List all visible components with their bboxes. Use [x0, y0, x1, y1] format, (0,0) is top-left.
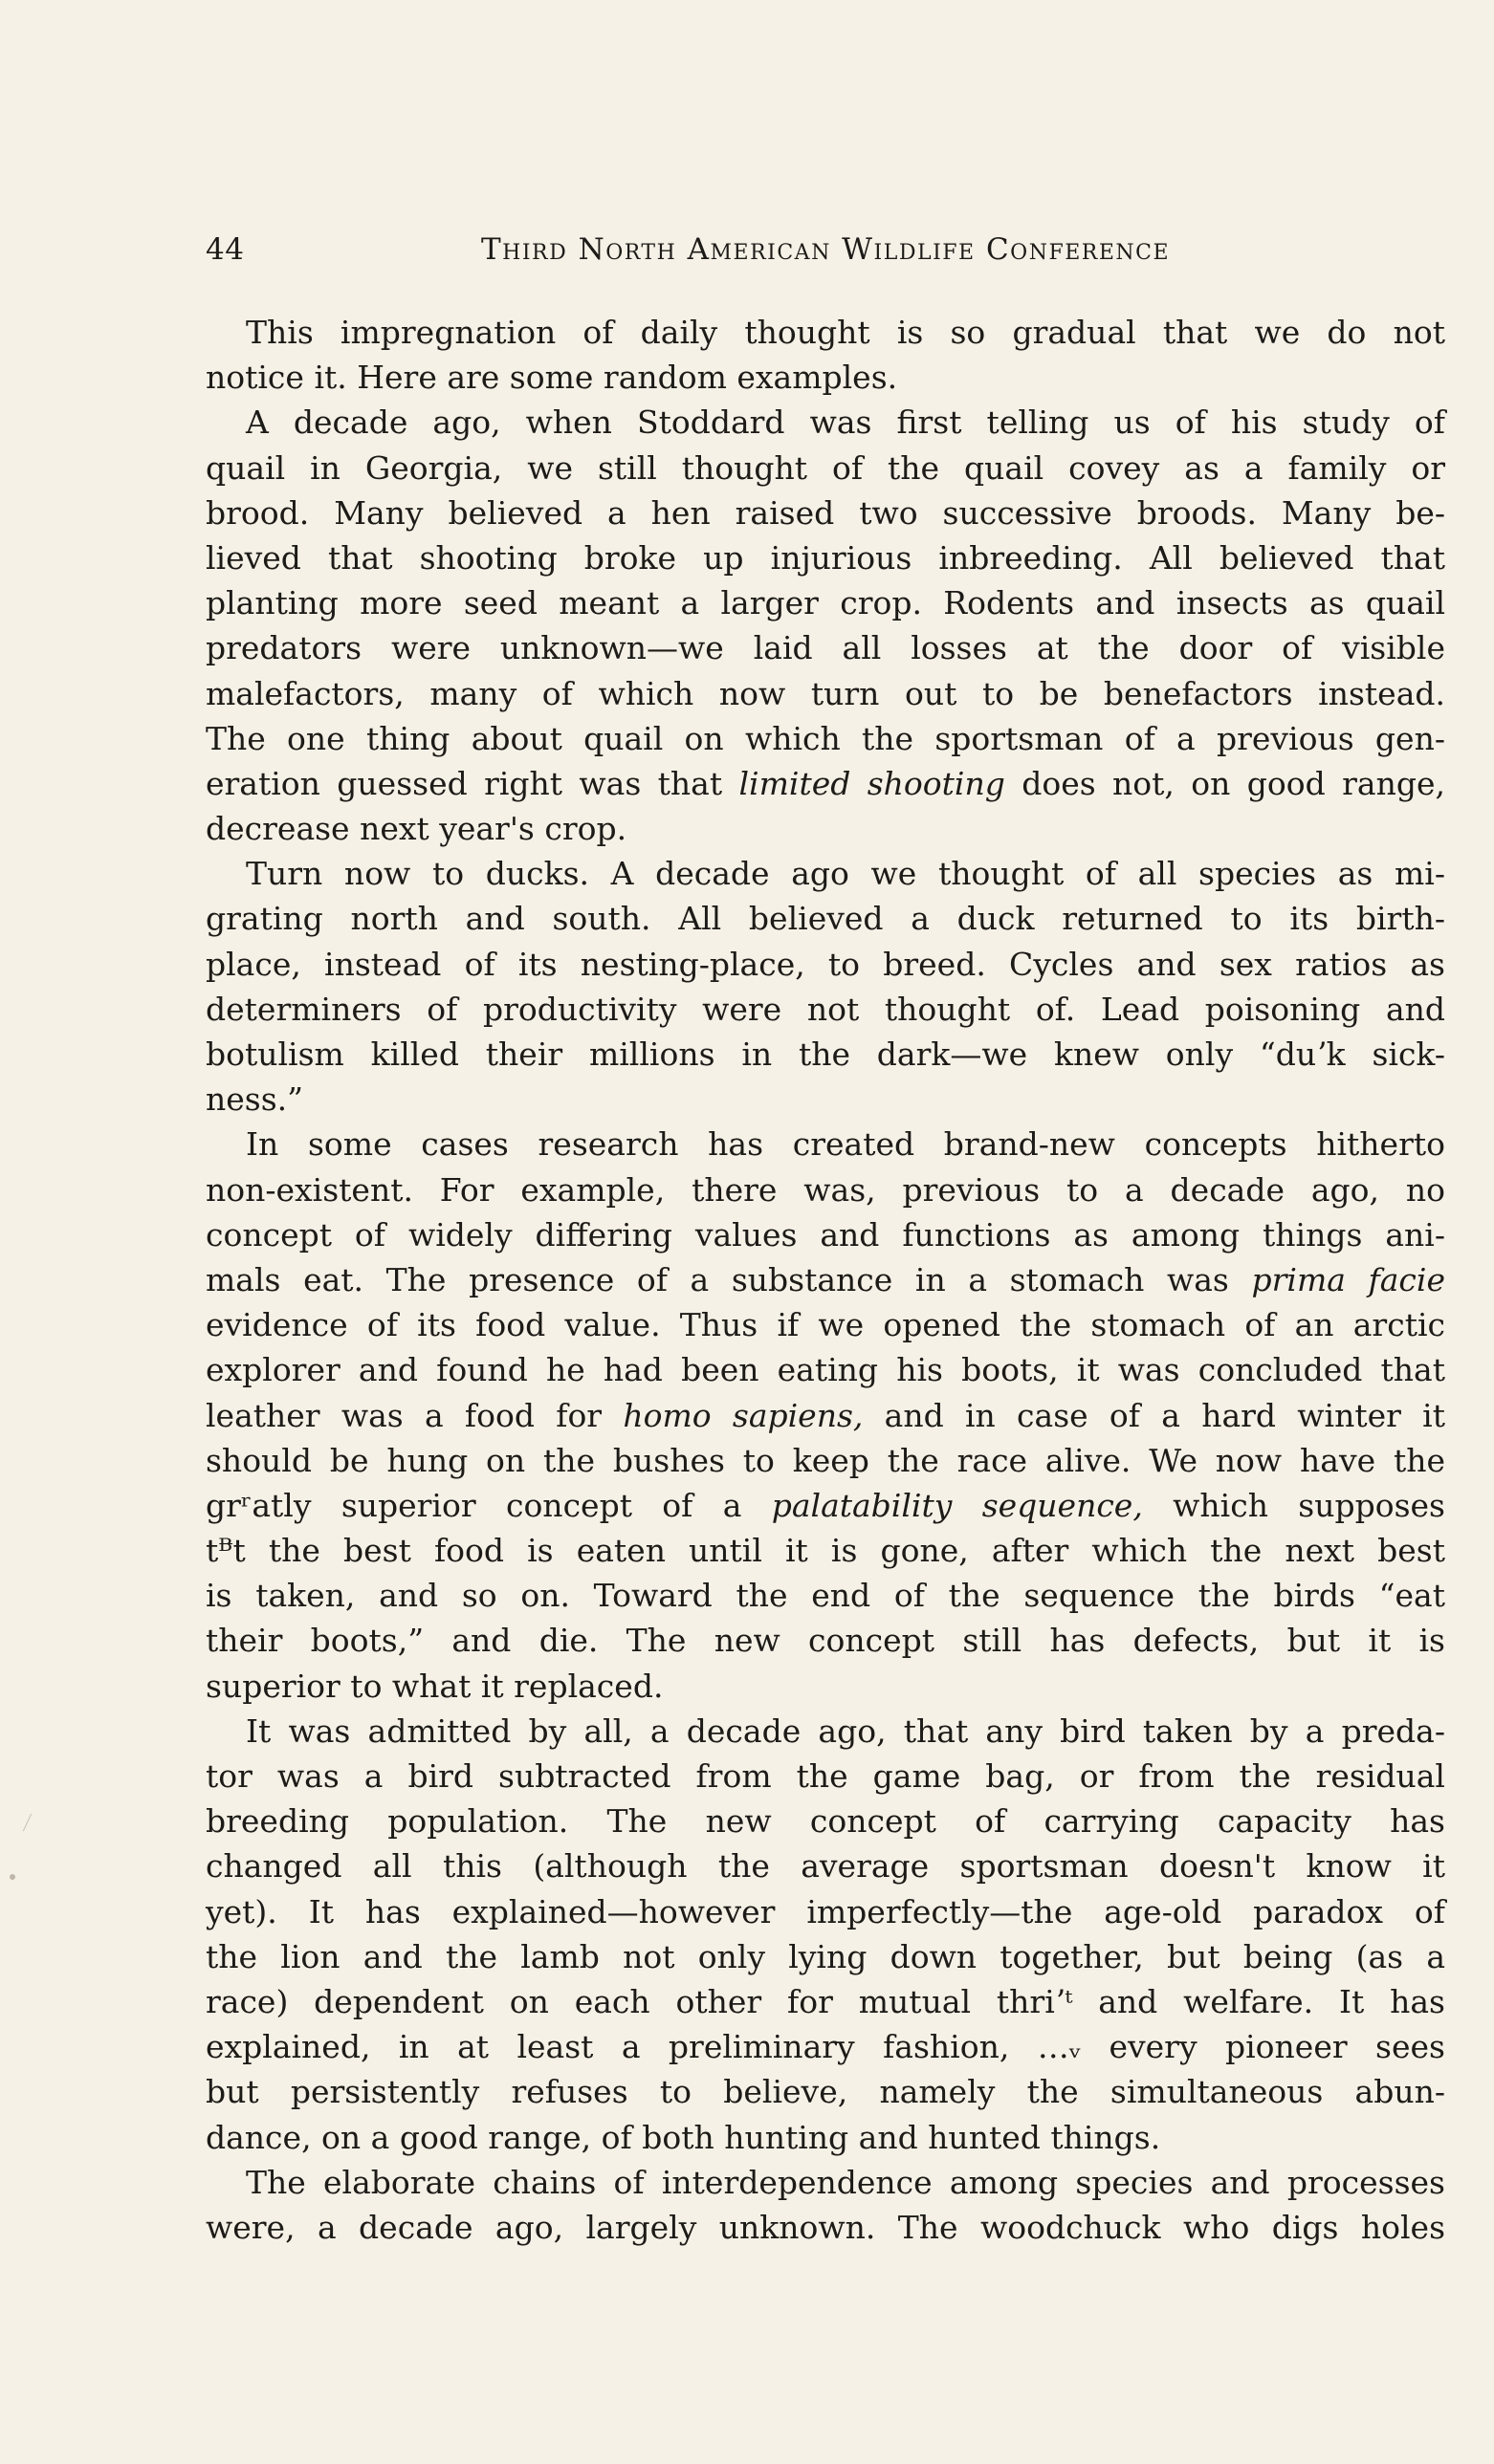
- running-head: [206, 226, 1263, 273]
- text-line: explained, in at least a preliminary fashion, …ᵥ every pioneer sees: [206, 2028, 1445, 2066]
- text-line: notice it. Here are some random examples.: [206, 359, 898, 397]
- text-line: evidence of its food value. Thus if we opened the stomach of an arctic: [206, 1306, 1445, 1344]
- text-line: It was admitted by all, a decade ago, that any bird taken by a preda-: [246, 1712, 1445, 1750]
- text-line: lieved that shooting broke up injurious inbreeding. All believed that: [206, 538, 1445, 577]
- text-line: should be hung on the bushes to keep the race alive. We now have the: [206, 1441, 1445, 1479]
- margin-mark: [23, 1814, 32, 1832]
- text-line: place, instead of its nesting-place, to breed. Cycles and sex ratios as: [206, 945, 1445, 983]
- text-line: yet). It has explained—however imperfectly—the age-old paradox of: [206, 1892, 1445, 1930]
- text-line: leather was a food for homo sapiens, and in case of a hard winter it: [206, 1396, 1445, 1434]
- text-line: superior to what it replaced.: [206, 1667, 664, 1705]
- text-line: were, a decade ago, largely unknown. The woodchuck who digs holes: [206, 2208, 1445, 2246]
- text-line: tᴯt the best food is eaten until it is gone, after which the next best: [206, 1532, 1445, 1570]
- text-line: tor was a bird subtracted from the game bag, or from the residual: [206, 1757, 1445, 1795]
- text-line: ness.”: [206, 1080, 304, 1119]
- text-line: The one thing about quail on which the sportsman of a previous gen-: [206, 719, 1445, 757]
- text-line: determiners of productivity were not thought of. Lead poisoning and: [206, 990, 1445, 1028]
- text-line: race) dependent on each other for mutual thriʼᵗ and welfare. It has: [206, 1982, 1445, 2020]
- text-line: This impregnation of daily thought is so gradual that we do not: [246, 314, 1445, 351]
- text-line: planting more seed meant a larger crop. Rodents and insects as quail: [206, 584, 1445, 622]
- text-line: The elaborate chains of interdependence among species and processes: [246, 2163, 1445, 2201]
- text-line: breeding population. The new concept of carrying capacity has: [206, 1802, 1445, 1841]
- text-line: grating north and south. All believed a duck returned to its birth-: [206, 900, 1445, 938]
- text-line: botulism killed their millions in the dark—we knew only “duʼk sick-: [206, 1036, 1445, 1073]
- page-number: 44: [206, 232, 245, 267]
- text-line: is taken, and so on. Toward the end of the sequence the birds “eat: [206, 1577, 1445, 1615]
- text-line: eration guessed right was that limited shooting does not, on good range,: [206, 764, 1445, 802]
- text-line: quail in Georgia, we still thought of the quail covey as a family or: [206, 448, 1445, 487]
- text-line: predators were unknown—we laid all losses at the door of visible: [206, 629, 1445, 667]
- text-line: non-existent. For example, there was, previous to a decade ago, no: [206, 1170, 1445, 1209]
- text-line: In some cases research has created brand-new concepts hitherto: [246, 1125, 1445, 1164]
- text-line: brood. Many believed a hen raised two successive broods. Many be-: [206, 493, 1445, 532]
- text-line: explorer and found he had been eating his boots, it was concluded that: [206, 1351, 1445, 1389]
- running-title: Third North American Wildlife Conference: [480, 232, 1171, 267]
- text-line: grʳatly superior concept of a palatability sequence, which supposes: [206, 1486, 1445, 1524]
- text-line: changed all this (although the average sportsman doesn't know it: [206, 1847, 1445, 1886]
- paper-speck: [10, 1874, 15, 1880]
- text-line: the lion and the lamb not only lying down together, but being (as a: [206, 1937, 1445, 1975]
- text-line: mals eat. The presence of a substance in a stomach was prima facie: [206, 1260, 1445, 1298]
- text-line: A decade ago, when Stoddard was first telling us of his study of: [246, 403, 1445, 442]
- body-text: [206, 310, 1449, 2250]
- text-line: their boots,” and die. The new concept still has defects, but it is: [206, 1622, 1445, 1660]
- text-line: but persistently refuses to believe, namely the simultaneous abun-: [206, 2073, 1445, 2111]
- text-line: Turn now to ducks. A decade ago we thought of all species as mi-: [246, 855, 1445, 893]
- text-line: malefactors, many of which now turn out to be benefactors instead.: [206, 674, 1445, 712]
- text-line: decrease next year's crop.: [206, 810, 627, 848]
- text-line: concept of widely differing values and functions as among things ani-: [206, 1215, 1445, 1254]
- text-line: dance, on a good range, of both hunting and hunted things.: [206, 2118, 1161, 2156]
